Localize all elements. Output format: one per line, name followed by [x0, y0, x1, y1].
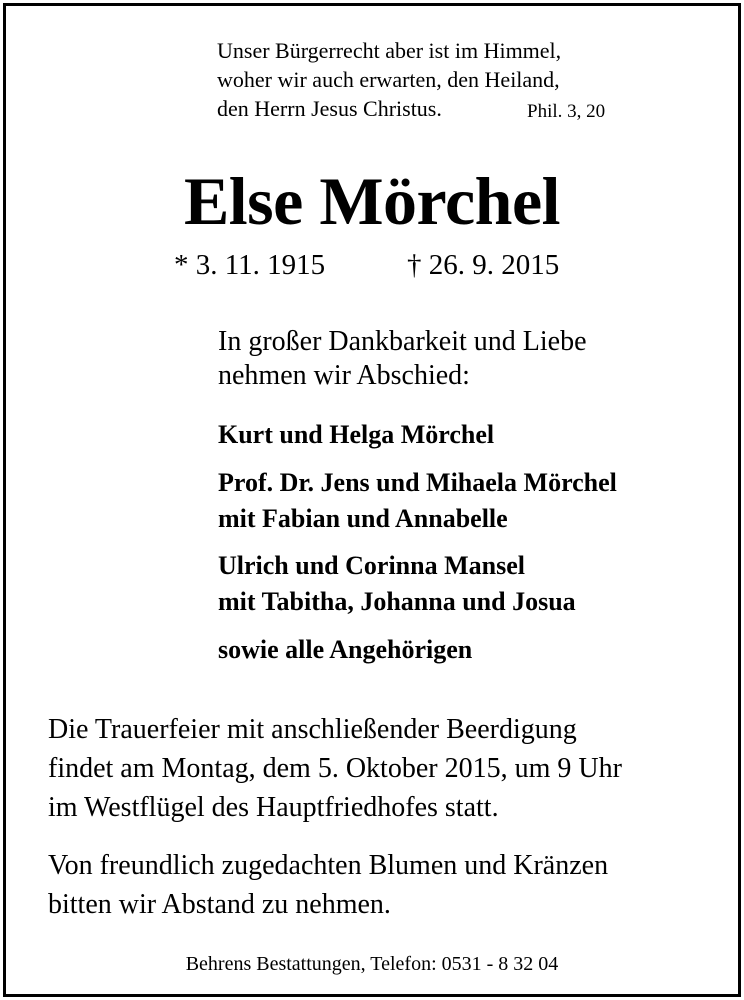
funeral-info: [48, 710, 622, 827]
mourner-group: [218, 465, 617, 537]
flowers-note-line: Von freundlich zugedachten Blumen und Kränzen: [48, 850, 609, 881]
mourner-line: Ulrich und Corinna Mansel: [218, 551, 525, 580]
verse-line: den Herrn Jesus Christus.: [217, 96, 442, 121]
mourner-line: Kurt und Helga Mörchel: [218, 420, 495, 449]
farewell-line: nehmen wir Abschied:: [218, 360, 470, 391]
mourner-line: mit Tabitha, Johanna und Josua: [218, 587, 576, 616]
funeral-info-line: im Westflügel des Hauptfriedhofes statt.: [48, 792, 499, 823]
mourner-line: mit Fabian und Annabelle: [218, 504, 508, 533]
mourner-group: [218, 548, 576, 620]
funeral-home-footer: Behrens Bestattungen, Telefon: 0531 - 8 32 04: [185, 953, 559, 975]
verse-line: Unser Bürgerrecht aber ist im Himmel,: [217, 38, 562, 63]
verse-reference: Phil. 3, 20: [527, 101, 606, 122]
funeral-info-line: Die Trauerfeier mit anschließender Beerdigung: [48, 714, 577, 745]
farewell-text: [218, 325, 587, 393]
flowers-note-line: bitten wir Abstand zu nehmen.: [48, 889, 391, 920]
mourner-group: [218, 632, 472, 668]
flowers-note: [48, 846, 608, 924]
death-date: † 26. 9. 2015: [407, 249, 560, 281]
mourner-line: Prof. Dr. Jens und Mihaela Mörchel: [218, 468, 617, 497]
verse-line: woher wir auch erwarten, den Heiland,: [217, 67, 560, 92]
bible-verse: [217, 36, 561, 123]
farewell-line: In großer Dankbarkeit und Liebe: [218, 326, 587, 357]
mourner-line: sowie alle Angehörigen: [218, 635, 473, 664]
deceased-name: Else Mörchel: [183, 163, 561, 239]
funeral-info-line: findet am Montag, dem 5. Oktober 2015, um 9 Uhr: [48, 753, 622, 784]
birth-date: * 3. 11. 1915: [174, 249, 326, 281]
mourner-group: [218, 417, 494, 453]
